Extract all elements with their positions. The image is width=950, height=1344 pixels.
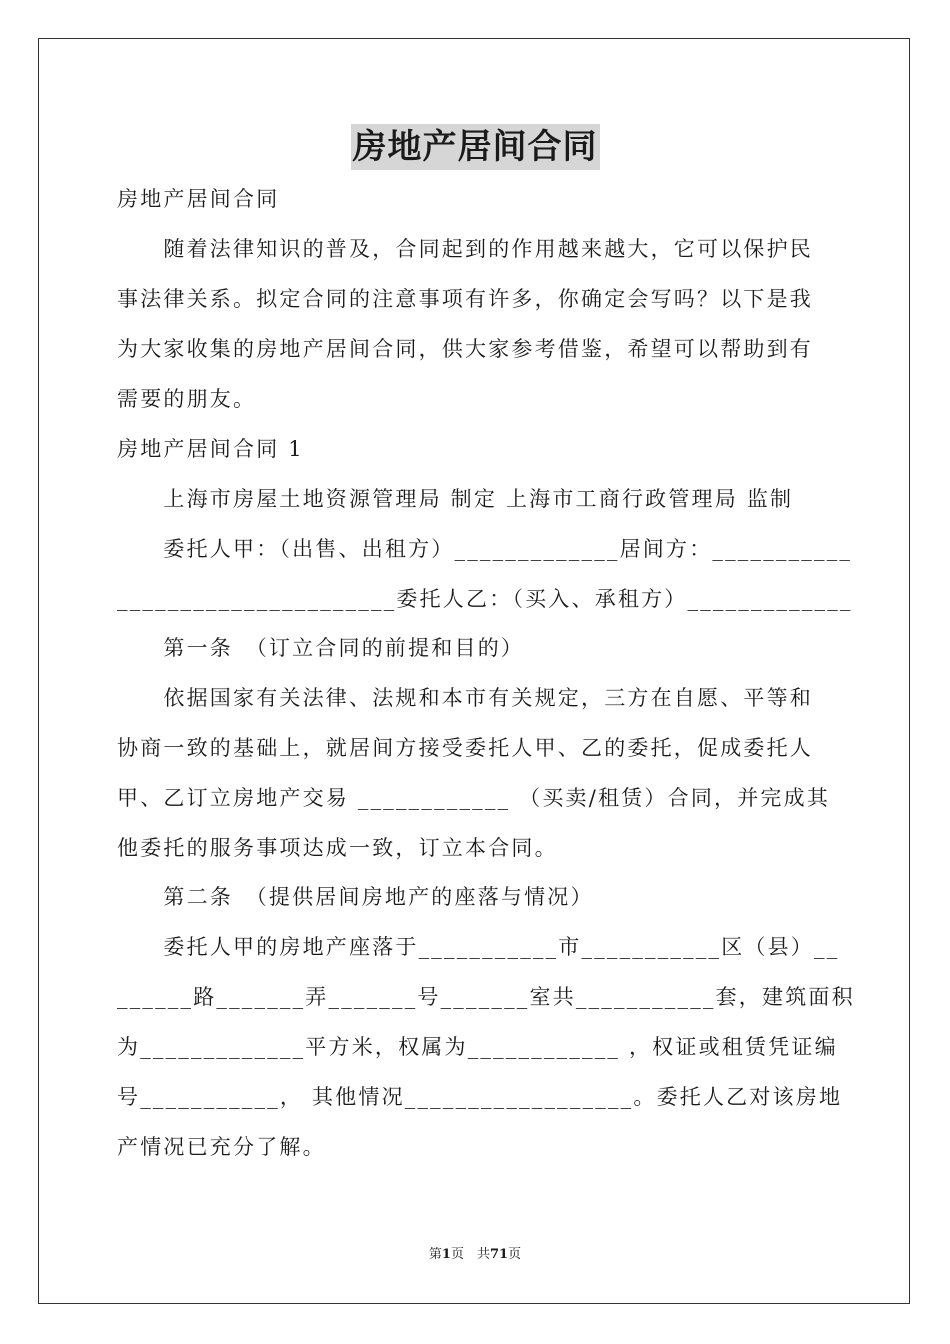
body-line: 上海市房屋土地资源管理局 制定 上海市工商行政管理局 监制: [117, 487, 794, 511]
body-line: 房地产居间合同: [117, 187, 280, 211]
body-line: 事法律关系。拟定合同的注意事项有许多，你确定会写吗？以下是我: [117, 287, 813, 311]
body-line: 为大家收集的房地产居间合同，供大家参考借鉴，希望可以帮助到有: [117, 337, 813, 361]
page-total: 71: [489, 1247, 509, 1262]
page-border: [38, 38, 910, 1304]
body-line: 委托人甲：（出售、出租方）_____________居间方：___________: [117, 537, 853, 561]
page-suffix: 页: [508, 1247, 522, 1262]
body-line: 需要的朋友。: [117, 387, 257, 411]
page-mid: 页 共: [450, 1247, 490, 1262]
body-line: ______路_______弄_______号_______室共___________套，建筑面积: [117, 985, 855, 1009]
page-current: 1: [441, 1247, 451, 1262]
body-line: 号___________， 其他情况__________________。委托人乙对该房地: [117, 1085, 843, 1109]
title-container: [0, 124, 950, 170]
body-line: 随着法律知识的普及，合同起到的作用越来越大，它可以保护民: [117, 237, 813, 261]
body-line: 为_____________平方米，权属为____________ ，权证或租赁凭证编: [117, 1035, 838, 1059]
body-line: 依据国家有关法律、法规和本市有关规定，三方在自愿、平等和: [117, 686, 813, 710]
body-line: 他委托的服务事项达成一致，订立本合同。: [117, 836, 558, 860]
document-title: 房地产居间合同: [351, 124, 600, 170]
body-line: 协商一致的基础上，就居间方接受委托人甲、乙的委托，促成委托人: [117, 736, 813, 760]
article-heading: 第二条 （提供居间房地产的座落与情况）: [117, 885, 594, 909]
section-heading: 房地产居间合同 1: [117, 437, 304, 461]
article-heading: 第一条 （订立合同的前提和目的）: [117, 636, 525, 660]
body-line: 产情况已充分了解。: [117, 1135, 326, 1159]
body-line: 委托人甲的房地产座落于___________市___________区（县）__: [117, 935, 840, 959]
body-line: 甲、乙订立房地产交易 ____________ （买卖/租赁）合同，并完成其: [117, 786, 831, 810]
page-footer: [0, 1246, 950, 1264]
body-line: ______________________委托人乙：（买入、承租方）_____________: [117, 587, 853, 611]
page-prefix: 第: [428, 1247, 442, 1262]
